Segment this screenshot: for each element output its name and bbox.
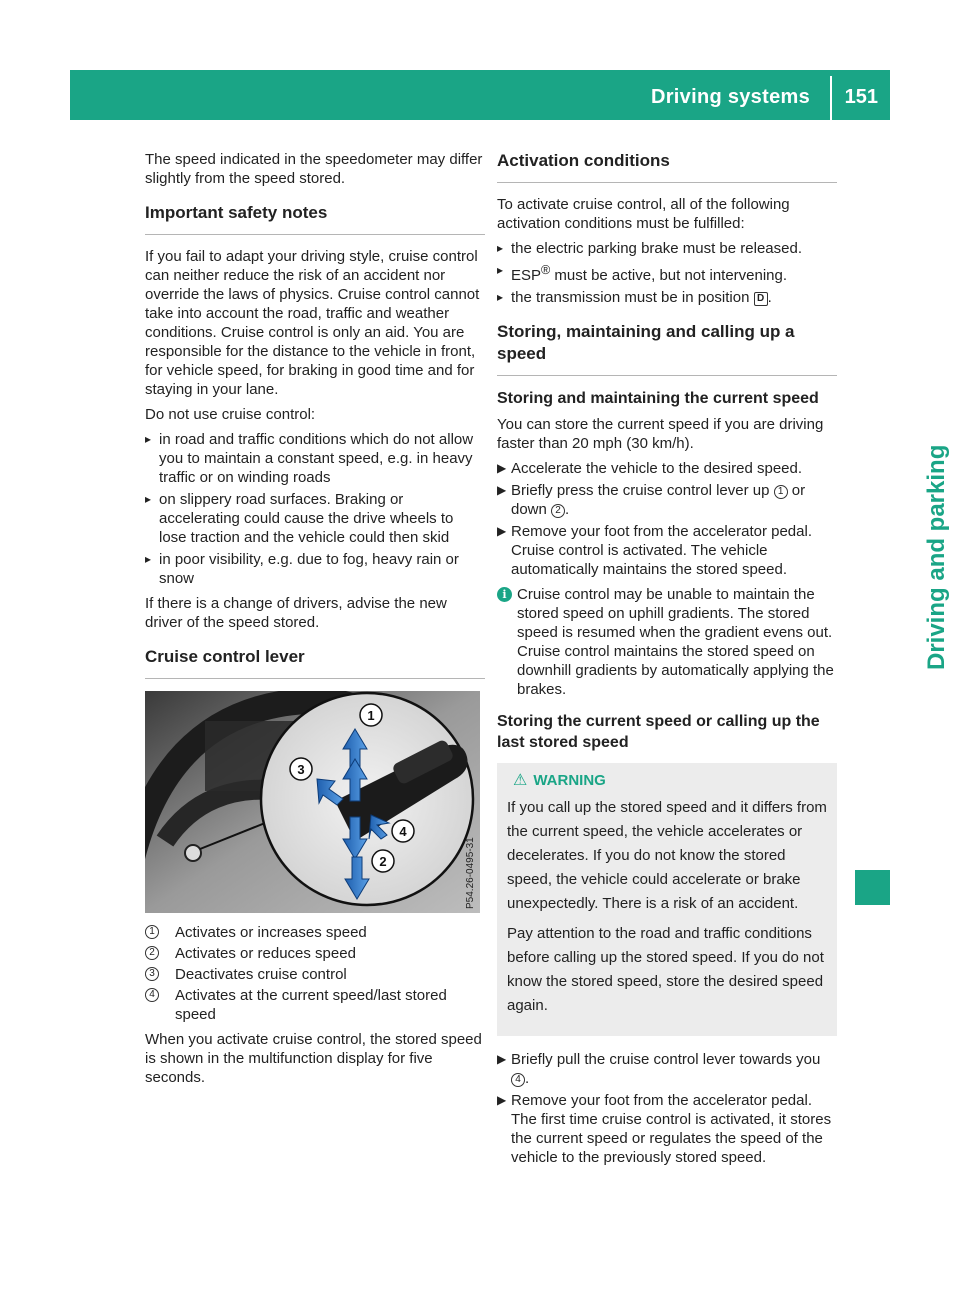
- legend-text: Activates or increases speed: [175, 924, 367, 941]
- maintain-paragraph: You can store the current speed if you are driving faster than 20 mph (30 km/h).: [497, 416, 824, 452]
- legend-item: [145, 923, 485, 942]
- legend-item: [145, 944, 485, 963]
- sub-heading-maintain: Storing and maintaining the current speed: [497, 390, 819, 407]
- sub-heading-call-up: Storing the current speed or calling up the last stored speed: [497, 713, 820, 751]
- activation-heading: Activation conditions: [497, 150, 837, 183]
- list-item: [497, 288, 837, 307]
- intro-paragraph: The speed indicated in the speedometer may differ slightly from the speed stored.: [145, 151, 483, 187]
- step-text: Remove your foot from the accelerator pedal. Cruise control is activated. The vehicle automatically maintains the stored speed.: [511, 523, 812, 578]
- figure-legend: [145, 923, 485, 1024]
- lever-heading: Cruise control lever: [145, 646, 485, 679]
- step-text: .: [565, 501, 570, 518]
- list-item: ▸ the electric parking brake must be released.: [497, 239, 837, 258]
- warning-box: [497, 763, 837, 1036]
- chapter-marker: [855, 870, 890, 905]
- step-text: Briefly pull the cruise control lever towards you: [511, 1051, 821, 1068]
- page-number: 151: [844, 86, 878, 108]
- activation-intro: To activate cruise control, all of the following activation conditions must be fulfilled:: [497, 196, 790, 232]
- step-item: [497, 1050, 837, 1088]
- do-not-use-label: Do not use cruise control:: [145, 406, 316, 423]
- list-item-text: must be active, but not intervening.: [550, 267, 788, 284]
- header-divider: [830, 76, 832, 120]
- number-badge: 1: [774, 485, 788, 499]
- cruise-lever-figure: [145, 691, 480, 913]
- legend-item: [145, 986, 485, 1024]
- step-arrow-icon: ▶: [497, 1052, 507, 1066]
- list-item: [497, 261, 837, 285]
- cruise-lever-illustration: [145, 691, 480, 913]
- step-arrow-icon: ▶: [497, 461, 507, 475]
- step-text: Briefly press the cruise control lever up: [511, 482, 774, 499]
- callout-1: 1: [367, 708, 375, 723]
- step-arrow-icon: ▶: [497, 483, 507, 497]
- chapter-side-label: [895, 130, 950, 830]
- number-badge: 4: [511, 1073, 525, 1087]
- esp-label: ESP: [511, 267, 542, 284]
- list-item: ▸ on slippery road surfaces. Braking or accelerating could cause the drive wheels to lose traction and the vehicle could then skid: [145, 490, 485, 547]
- step-arrow-icon: ▶: [497, 524, 507, 538]
- legend-text: Activates at the current speed/last stored speed: [175, 987, 447, 1023]
- step-text: .: [525, 1070, 530, 1087]
- step-text: Remove your foot from the accelerator pedal. The first time cruise control is activated, it stores the current speed or regulates the speed of the vehicle to the previously stored speed.: [511, 1092, 832, 1166]
- list-item: ▸ in road and traffic conditions which do not allow you to maintain a constant speed, e.g. in heavy traffic or on winding roads: [145, 430, 485, 487]
- step-item: [497, 459, 837, 478]
- list-item: ▸ in poor visibility, e.g. due to fog, heavy rain or snow: [145, 550, 485, 588]
- warning-title-text: WARNING: [533, 772, 606, 789]
- page-header: [70, 70, 890, 120]
- legend-text: Activates or reduces speed: [175, 945, 356, 962]
- gear-position-d-icon: D: [754, 292, 768, 306]
- warning-triangle-icon: ⚠: [513, 772, 528, 789]
- number-badge: 1: [145, 925, 159, 939]
- step-text: Accelerate the vehicle to the desired speed.: [511, 460, 803, 477]
- callout-4: 4: [399, 824, 407, 839]
- left-column: [145, 150, 485, 1093]
- safety-heading: Important safety notes: [145, 202, 485, 235]
- call-up-steps: [497, 1050, 837, 1167]
- right-column: [497, 150, 837, 1173]
- registered-mark: ®: [541, 263, 551, 277]
- warning-title: [507, 771, 827, 790]
- legend-item: [145, 965, 485, 984]
- activation-list: [497, 239, 837, 307]
- storing-heading: Storing, maintaining and calling up a speed: [497, 321, 837, 376]
- callout-3: 3: [297, 762, 305, 777]
- step-item: [497, 1091, 837, 1167]
- step-text: or down: [511, 482, 806, 518]
- callout-2: 2: [379, 854, 387, 869]
- legend-text: Deactivates cruise control: [175, 966, 347, 983]
- info-note: [497, 585, 837, 699]
- step-item: [497, 481, 837, 519]
- list-item-text: .: [767, 289, 772, 306]
- number-badge: 4: [145, 988, 159, 1002]
- list-item-text: the transmission must be in position: [511, 289, 754, 306]
- step-item: [497, 522, 837, 579]
- info-note-text: Cruise control may be unable to maintain the stored speed on uphill gradients. The stored speed is resumed when the gradient evens out. Cruise control maintains the stored speed on downhill gradients by automatically applying the brakes.: [517, 586, 834, 698]
- driver-change-paragraph: If there is a change of drivers, advise the new driver of the speed stored.: [145, 595, 447, 631]
- section-title: Driving systems: [650, 86, 810, 108]
- maintain-steps: [497, 459, 837, 579]
- step-arrow-icon: ▶: [497, 1093, 507, 1107]
- warning-paragraph: If you call up the stored speed and it differs from the current speed, the vehicle accelerates or decelerates. If you do not know the stored speed, the vehicle could accelerate or brake unexpectedly. There is a risk of an accident.: [507, 799, 827, 912]
- number-badge: 2: [551, 504, 565, 518]
- display-note-paragraph: When you activate cruise control, the stored speed is shown in the multifunction display for five seconds.: [145, 1031, 482, 1086]
- number-badge: 3: [145, 967, 159, 981]
- do-not-use-list: [145, 430, 485, 588]
- number-badge: 2: [145, 946, 159, 960]
- warning-paragraph: Pay attention to the road and traffic conditions before calling up the stored speed. If you do not know the stored speed, store the desired speed again.: [507, 925, 824, 1014]
- figure-code: P54.26-0495-31: [465, 837, 476, 909]
- info-icon: i: [497, 587, 512, 602]
- chapter-label-text: Driving and parking: [923, 444, 950, 670]
- safety-paragraph: If you fail to adapt your driving style, cruise control can neither reduce the risk of an accident nor override the laws of physics. Cruise control cannot take into account the road, traffic and weather conditions. Cruise control is only an aid. You are responsible for the distance to the vehicle in front, for vehicle speed, for braking in good time and for staying in your lane.: [145, 248, 480, 398]
